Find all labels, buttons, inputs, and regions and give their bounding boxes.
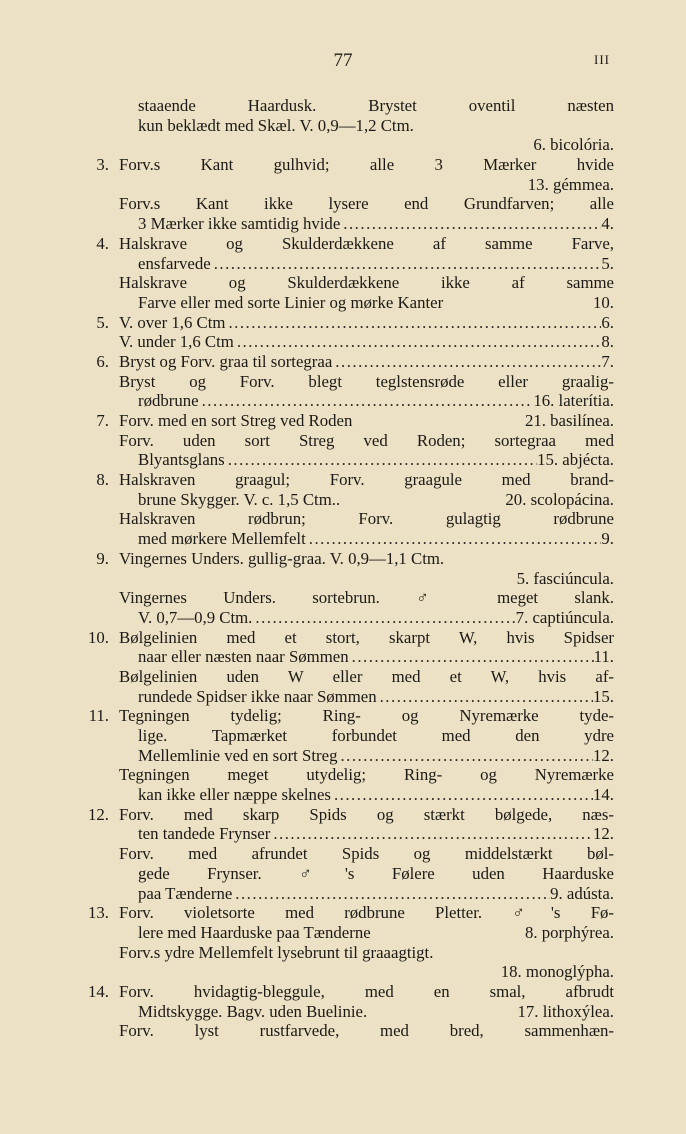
reference [525, 923, 614, 943]
line-body [138, 391, 614, 411]
key-line [86, 943, 614, 963]
line-text: staaende Haardusk. Brystet oventil næsten [138, 96, 614, 115]
key-line [86, 844, 614, 864]
couplet-number: 11. [88, 706, 109, 726]
line-text: rødbrune [138, 391, 199, 411]
key-line [86, 273, 614, 293]
key-line [86, 1021, 614, 1041]
line-body [119, 175, 614, 195]
line-body [119, 509, 614, 529]
couplet-number: 9. [96, 548, 109, 568]
reference-number: 7. [601, 351, 614, 371]
reference-number: 16. [533, 391, 559, 411]
species-name: fasciúncula. [533, 568, 614, 588]
line-body [138, 293, 614, 313]
line-text: Forv. uden sort Streg ved Roden; sortegraa med [119, 430, 614, 450]
line-body [138, 687, 614, 707]
line-text: Forv. violetsorte med rødbrune Pletter. ♂'s Fø- [119, 903, 614, 923]
line-body [119, 234, 614, 254]
couplet-number: 10. [88, 627, 109, 647]
reference [533, 135, 614, 155]
key-line [86, 175, 614, 195]
line-text: V. 0,7—0,9 Ctm. [138, 607, 253, 627]
line-text: Bølgelinien uden W eller med et W, hvis af- [119, 666, 614, 686]
key-line [86, 372, 614, 392]
line-text: Bølgelinien med et stort, skarpt W, hvis Spidser [119, 627, 614, 647]
key-line [86, 824, 614, 844]
reference [593, 824, 614, 844]
key-line [86, 647, 614, 667]
reference-number: 5. [601, 253, 614, 273]
couplet-number: 4. [96, 233, 109, 253]
reference [601, 254, 614, 274]
key-line [86, 982, 614, 1002]
line-body [119, 352, 614, 372]
line-body [138, 785, 614, 805]
key-line [86, 608, 614, 628]
line-text: Forv. med en sort Streg ved Roden [119, 411, 353, 430]
species-name: abjécta. [562, 450, 614, 470]
key-line [86, 1002, 614, 1022]
line-body [119, 372, 614, 392]
key-line [86, 549, 614, 569]
line-body [119, 135, 614, 155]
line-body [119, 470, 614, 490]
species-name: bicolória. [550, 135, 614, 155]
line-text: Blyantsglans [138, 450, 225, 470]
key-line [86, 313, 614, 333]
line-body [138, 1002, 614, 1022]
key-line [86, 765, 614, 785]
reference [528, 175, 614, 195]
line-body [119, 982, 614, 1002]
reference-number: 11. [593, 647, 614, 667]
line-body [119, 1021, 614, 1041]
reference-number: 17. [517, 1001, 543, 1021]
dot-leader [331, 785, 593, 805]
line-body [138, 864, 614, 884]
key-line [86, 234, 614, 254]
line-body [138, 254, 614, 274]
dot-leader [306, 529, 602, 549]
line-text: Farve eller med sorte Linier og mørke Kanter [138, 292, 444, 312]
dot-leader [252, 608, 515, 628]
key-line [86, 785, 614, 805]
key-line [86, 490, 614, 510]
line-body [119, 667, 614, 687]
line-body [119, 313, 614, 333]
key-line [86, 903, 614, 923]
key-line [86, 214, 614, 234]
key-line [86, 332, 614, 352]
line-body [119, 273, 614, 293]
couplet-number: 8. [96, 470, 109, 490]
key-line [86, 529, 614, 549]
key-line [86, 96, 614, 116]
dot-leader [340, 214, 601, 234]
line-text: Bryst og Forv. blegt teglstensrøde eller graalig- [119, 371, 614, 391]
key-line [86, 116, 614, 136]
couplet-number: 12. [88, 804, 109, 824]
line-text: med mørkere Mellemfelt [138, 529, 306, 549]
line-text: Halskrave og Skulderdækkene ikke af samme [119, 273, 614, 293]
reference [533, 391, 614, 411]
dot-leader [199, 391, 534, 411]
dot-leader [234, 332, 602, 352]
species-name: adústa. [566, 883, 614, 903]
line-text: Forv. med afrundet Spids og middelstærkt bøl- [119, 844, 614, 864]
reference [601, 352, 614, 372]
reference [601, 313, 614, 333]
line-text: ensfarvede [138, 253, 211, 273]
line-text: Midtskygge. Bagv. uden Buelinie. [138, 1001, 368, 1021]
species-name: laterítia. [558, 391, 614, 411]
reference-number: 8. [524, 922, 542, 942]
line-text: gede Frynser. ♂'s Følere uden Haarduske [138, 863, 614, 883]
reference [505, 490, 614, 510]
line-body [138, 923, 614, 943]
reference-number: 9. [550, 883, 567, 903]
line-body [119, 155, 614, 175]
line-body [138, 746, 614, 766]
key-line [86, 509, 614, 529]
line-body [119, 411, 614, 431]
line-body [138, 450, 614, 470]
reference [501, 962, 614, 982]
line-text: V. under 1,6 Ctm [119, 332, 234, 352]
line-text: kan ikke eller næppe skelnes [138, 785, 331, 805]
line-text: Forv. med skarp Spids og stærkt bølgede, næs- [119, 804, 614, 824]
species-name: scolopácina. [530, 489, 614, 509]
line-body [119, 805, 614, 825]
reference [593, 746, 614, 766]
line-text: Forv.s Kant ikke lysere end Grundfarven; alle [119, 194, 614, 214]
key-line [86, 706, 614, 726]
line-text: naar eller næsten naar Sømmen [138, 647, 349, 667]
key-line [86, 923, 614, 943]
key-line [86, 667, 614, 687]
reference-number: 5. [516, 568, 534, 588]
line-body [119, 628, 614, 648]
dot-leader [211, 254, 602, 274]
reference-number: 9. [601, 529, 614, 549]
key-line [86, 293, 614, 313]
key-line [86, 588, 614, 608]
reference-number: 15. [537, 450, 563, 470]
line-text: Forv. lyst rustfarvede, med bred, sammenhæn- [119, 1021, 614, 1041]
page-number: 77 [333, 50, 353, 71]
reference [525, 411, 614, 431]
line-body [119, 569, 614, 589]
line-text: kun beklædt med Skæl. V. 0,9—1,2 Ctm. [138, 115, 414, 135]
dot-leader [225, 450, 537, 470]
line-body [119, 943, 614, 963]
reference-number: 12. [593, 745, 614, 765]
line-text: Forv.s ydre Mellemfelt lysebrunt til graaagtigt. [119, 942, 434, 962]
line-text: V. over 1,6 Ctm [119, 312, 226, 332]
key-line [86, 884, 614, 904]
reference [594, 647, 614, 667]
line-body [119, 903, 614, 923]
reference-number: 6. [601, 312, 614, 332]
line-body [138, 647, 614, 667]
line-text: Tegningen tydelig; Ring- og Nyremærke tyde- [119, 706, 614, 726]
reference [593, 293, 614, 313]
species-name: porphýrea. [541, 922, 614, 942]
key-line [86, 746, 614, 766]
dot-leader [377, 687, 593, 707]
reference [601, 214, 614, 234]
reference [601, 529, 614, 549]
line-text: Vingernes Unders. sortebrun. ♂ meget slank. [119, 588, 614, 608]
reference [537, 450, 614, 470]
line-body [138, 608, 614, 628]
dot-leader [349, 647, 594, 667]
line-body [138, 726, 614, 746]
key-line [86, 569, 614, 589]
species-name: basilínea. [550, 411, 614, 430]
line-text: 3 Mærker ikke samtidig hvide [138, 214, 341, 234]
key-line [86, 687, 614, 707]
line-body [138, 884, 614, 904]
key-line [86, 155, 614, 175]
line-body [138, 824, 614, 844]
key-line [86, 628, 614, 648]
couplet-number: 3. [96, 155, 109, 175]
line-body [119, 588, 614, 608]
reference-number: 4. [601, 214, 614, 234]
reference [593, 687, 614, 707]
reference [550, 884, 614, 904]
species-name: lithoxýlea. [542, 1001, 614, 1021]
dot-leader [332, 352, 601, 372]
signature-mark: III [594, 52, 610, 67]
reference-number: 12. [593, 824, 614, 844]
line-text: rundede Spidser ikke naar Sømmen [138, 686, 377, 706]
key-line [86, 254, 614, 274]
couplet-number: 7. [96, 411, 109, 430]
identification-key [86, 96, 614, 1041]
reference [601, 332, 614, 352]
dot-leader [225, 313, 601, 333]
reference-number: 14. [593, 785, 614, 805]
reference [518, 1002, 614, 1022]
line-text: Halskraven graagul; Forv. graagule med brand- [119, 470, 614, 490]
line-text: Mellemlinie ved en sort Streg [138, 745, 338, 765]
line-body [138, 490, 614, 510]
line-text: Halskrave og Skulderdækkene af samme Farve, [119, 233, 614, 253]
species-name: monoglýpha. [525, 962, 614, 982]
line-body [119, 549, 614, 569]
line-body [119, 194, 614, 214]
key-line [86, 805, 614, 825]
line-text: Vingernes Unders. gullig-graa. V. 0,9—1,1 Ctm. [119, 548, 445, 568]
reference-number: 18. [500, 962, 526, 982]
line-text: Forv. hvidagtig-bleggule, med en smal, afbrudt [119, 981, 614, 1001]
line-body [138, 96, 614, 116]
couplet-number: 5. [96, 312, 109, 332]
dot-leader [232, 884, 550, 904]
key-line [86, 450, 614, 470]
key-line [86, 194, 614, 214]
line-body [119, 765, 614, 785]
line-body [138, 214, 614, 234]
line-text: Bryst og Forv. graa til sortegraa [119, 351, 333, 371]
line-body [119, 844, 614, 864]
line-text: brune Skygger. V. c. 1,5 Ctm.. [138, 489, 341, 509]
line-body [138, 116, 614, 136]
reference [593, 785, 614, 805]
line-text: paa Tænderne [138, 883, 233, 903]
reference-number: 8. [601, 332, 614, 352]
key-line [86, 391, 614, 411]
reference-number: 21. [524, 411, 551, 430]
line-text: ten tandede Frynser [138, 824, 271, 844]
couplet-number: 13. [88, 903, 109, 923]
line-body [119, 431, 614, 451]
dot-leader [337, 746, 593, 766]
line-body [119, 962, 614, 982]
reference-number: 13. [527, 174, 553, 194]
key-line [86, 864, 614, 884]
species-name: captiúncula. [532, 607, 614, 627]
line-text: Tegningen meget utydelig; Ring- og Nyremærke [119, 765, 614, 785]
line-body [138, 529, 614, 549]
line-text: lige. Tapmærket forbundet med den ydre [138, 726, 614, 745]
key-line [86, 411, 614, 431]
dot-leader [270, 824, 593, 844]
key-line [86, 135, 614, 155]
line-body [119, 332, 614, 352]
line-text: Halskraven rødbrun; Forv. gulagtig rødbrune [119, 509, 614, 529]
line-body [119, 706, 614, 726]
reference-number: 6. [533, 135, 551, 155]
reference [516, 608, 614, 628]
couplet-number: 6. [96, 351, 109, 371]
line-text: lere med Haarduske paa Tænderne [138, 922, 371, 942]
key-line [86, 470, 614, 490]
species-name: gémmea. [552, 174, 614, 194]
line-text: Forv.s Kant gulhvid; alle 3 Mærker hvide [119, 155, 614, 175]
key-line [86, 431, 614, 451]
key-line [86, 726, 614, 746]
reference-number: 10. [593, 292, 614, 312]
reference-number: 20. [505, 489, 531, 509]
couplet-number: 14. [88, 981, 109, 1001]
reference-number: 7. [515, 607, 533, 627]
key-line [86, 352, 614, 372]
reference-number: 15. [593, 686, 614, 706]
reference [517, 569, 614, 589]
key-line [86, 962, 614, 982]
